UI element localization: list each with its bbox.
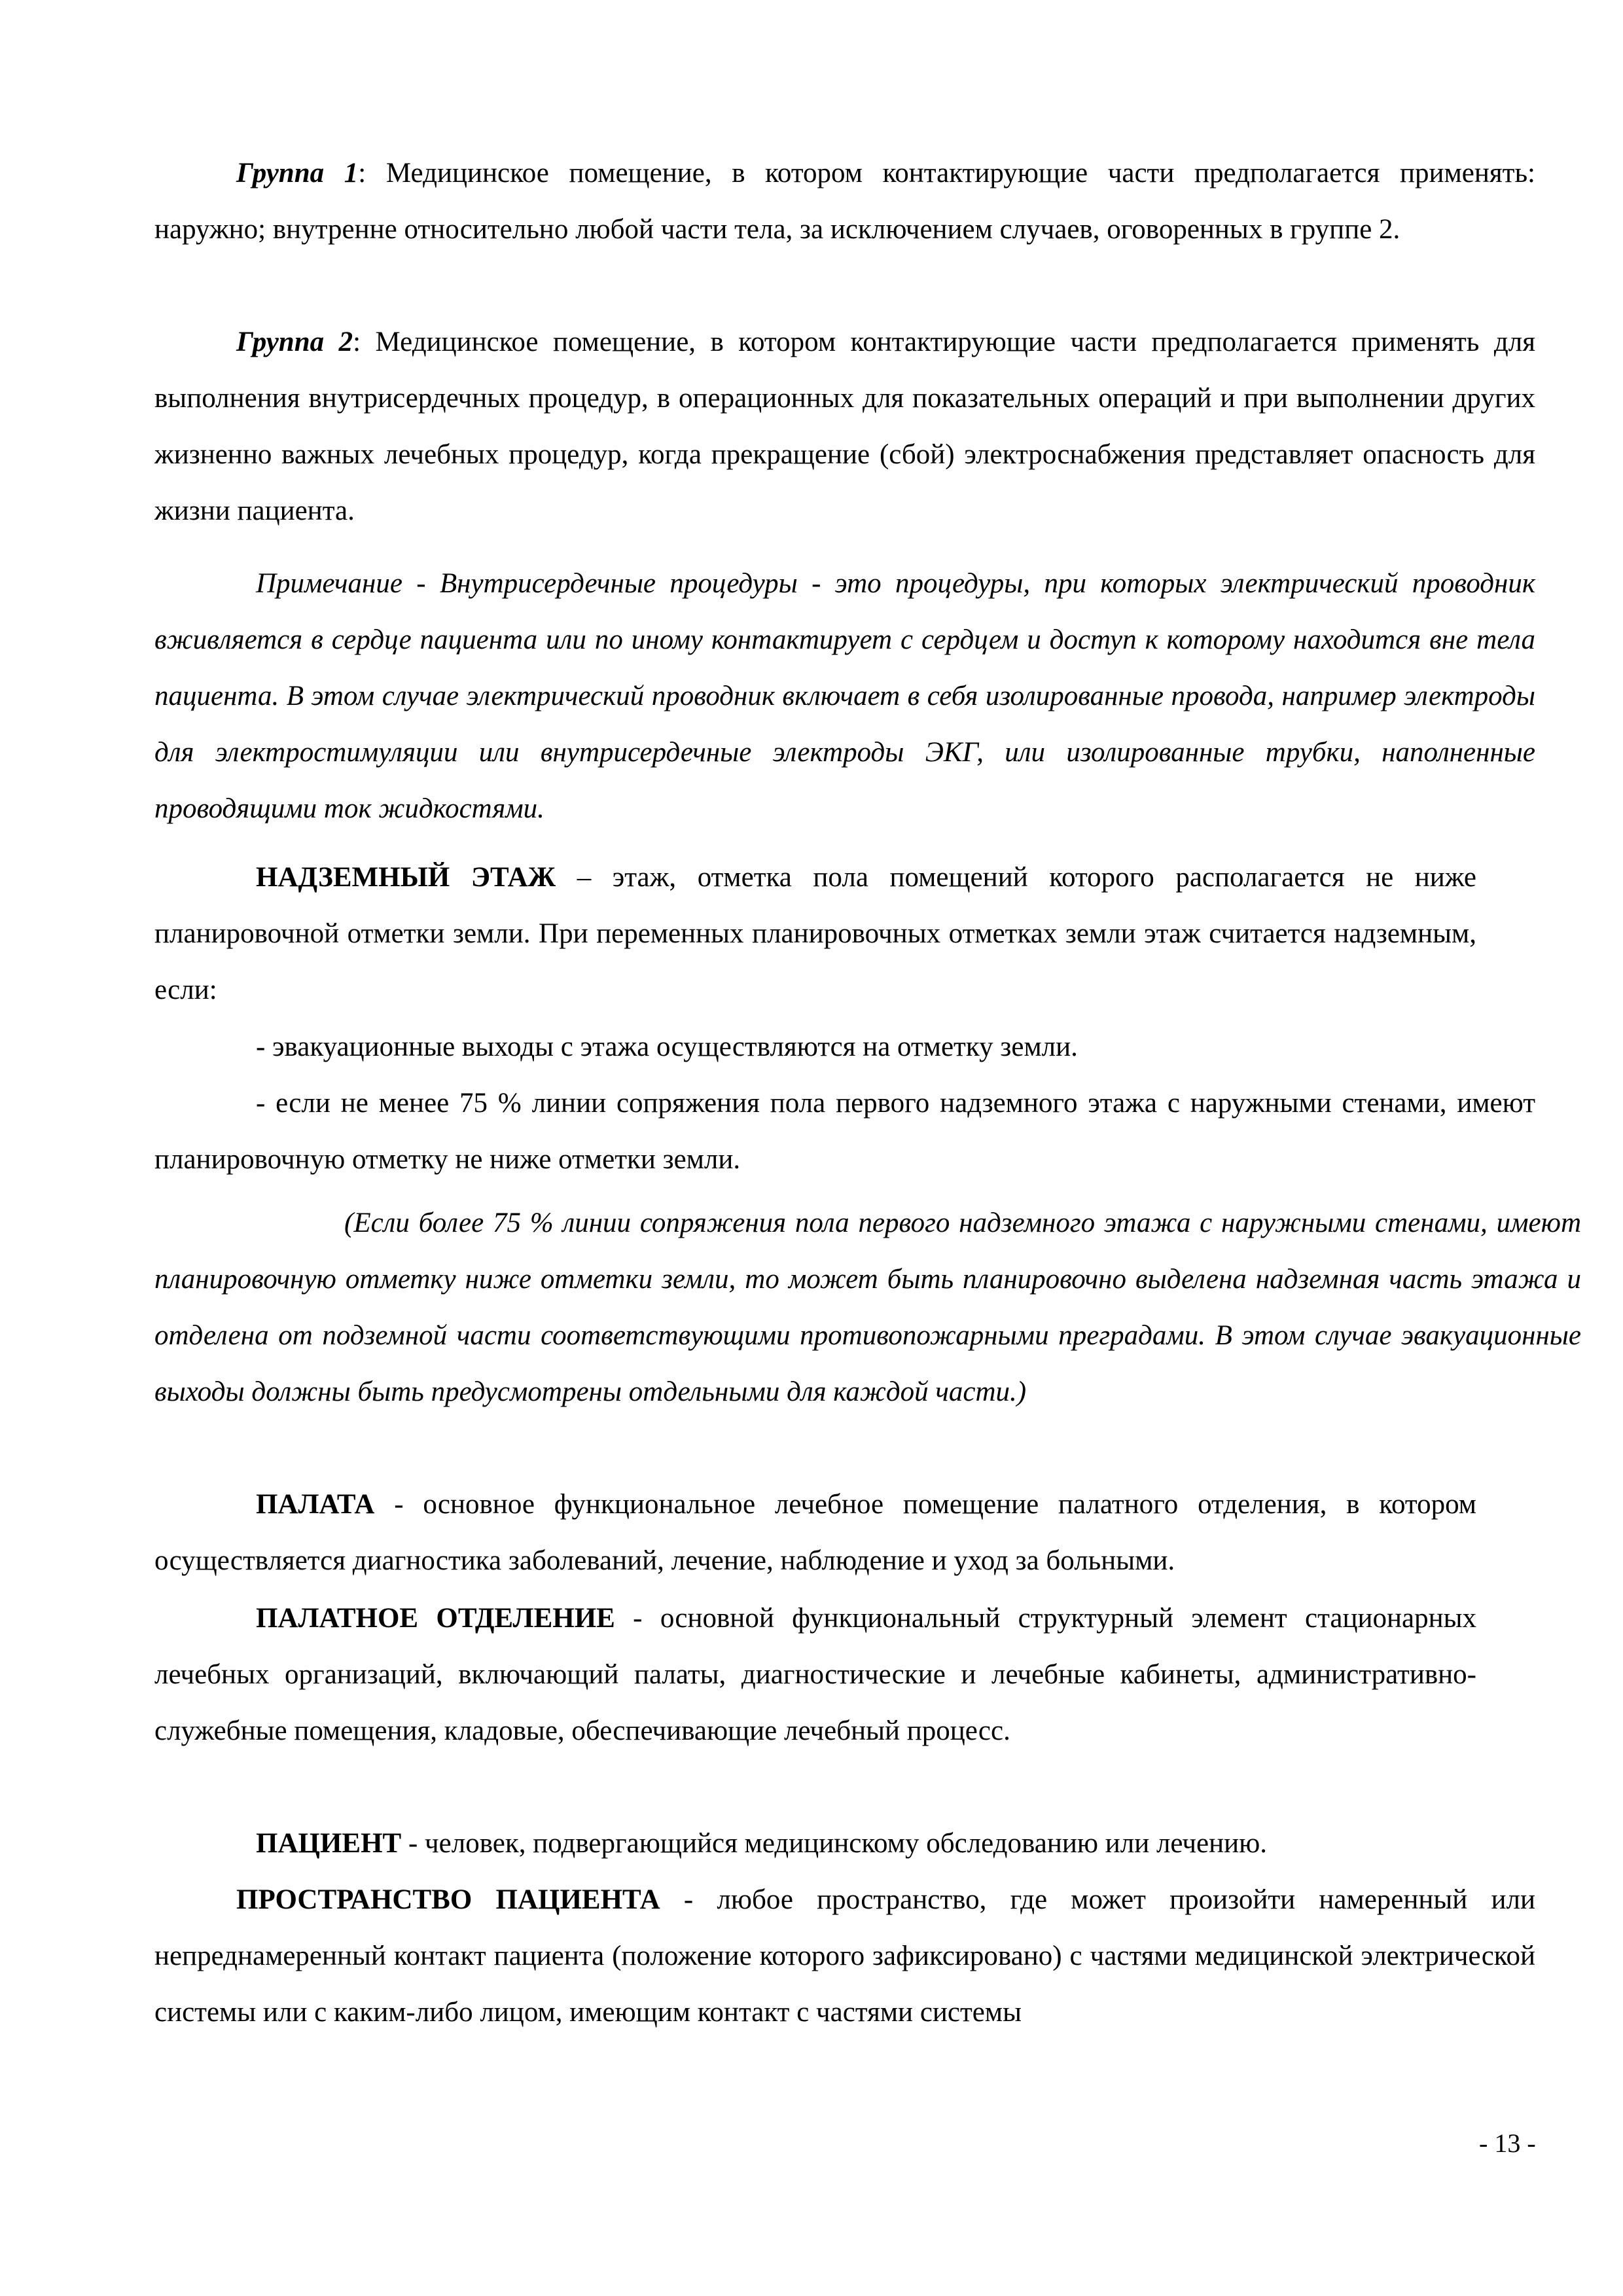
term-ward: ПАЛАТА (256, 1489, 375, 1520)
definition-group-2-text: : Медицинское помещение, в котором контактирующие части предполагается применять для выполнения внутрисердечных процедур, в операционных для показательных операций и при выполнении других жизненно важных лечебных процедур, когда прекращение (сбой) электроснабжения представляет опасность для жизни пациента. (154, 327, 1535, 526)
definition-group-2 (154, 314, 1535, 539)
definition-patient-space (154, 1872, 1535, 2041)
term-group-1: Группа 1 (236, 158, 359, 188)
definition-ward-department (154, 1590, 1476, 1759)
term-patient-space: ПРОСТРАНСТВО ПАЦИЕНТА (236, 1884, 660, 1915)
note-intracardiac: Примечание - Внутрисердечные процедуры - это процедуры, при которых электрический проводник вживляется в сердце пациента или по иному контактирует с сердцем и доступ к которому находится вне тела пациента. В этом случае электрический проводник включает в себя изолированные провода, например электроды для электростимуляции или внутрисердечные электроды ЭКГ, или изолированные трубки, наполненные проводящими ток жидкостями. (154, 568, 1535, 824)
term-patient: ПАЦИЕНТ (256, 1828, 402, 1859)
term-group-2: Группа 2 (236, 327, 353, 357)
term-above-ground-floor: НАДЗЕМНЫЙ ЭТАЖ (256, 862, 556, 893)
definition-above-ground-floor-text: – этаж, отметка пола помещений которого располагается не ниже планировочной отметки земли. При переменных планировочных отметках земли этаж считается надземным, если: (154, 862, 1477, 1005)
definition-ward-text: - основное функциональное лечебное помещение палатного отделения, в котором осуществляется диагностика заболеваний, лечение, наблюдение и уход за больными. (154, 1489, 1476, 1576)
term-ward-department: ПАЛАТНОЕ ОТДЕЛЕНИЕ (256, 1603, 615, 1634)
list-item: - эвакуационные выходы с этажа осуществляются на отметку земли. (256, 1031, 1078, 1062)
page-number: - 13 - (1479, 2128, 1536, 2158)
definition-patient-space-text: - любое пространство, где может произойти намеренный или непреднамеренный контакт пациента (положение которого зафиксировано) с частями медицинской электрической системы или с каким-либо лицом, имеющим контакт с частями системы (154, 1884, 1536, 2028)
definition-ward (154, 1477, 1476, 1589)
list-item: - если не менее 75 % линии сопряжения пола первого надземного этажа с наружными стенами, имеют планировочную отметку не ниже отметки земли. (154, 1088, 1535, 1175)
definition-patient-text: - человек, подвергающийся медицинскому обследованию или лечению. (401, 1828, 1268, 1859)
definition-above-ground-floor (154, 850, 1476, 1018)
definition-ward-department-text: - основной функциональный структурный элемент стационарных лечебных организаций, включающий палаты, диагностические и лечебные кабинеты, административно-служебные помещения, кладовые, обеспечивающие лечебный процесс. (154, 1603, 1476, 1746)
definition-group-1 (154, 145, 1535, 258)
definition-group-1-text: : Медицинское помещение, в котором контактирующие части предполагается применять: наружно; внутренне относительно любой части тела, за исключением случаев, оговоренных в группе 2. (154, 158, 1535, 245)
note-above-ground-floor: (Если более 75 % линии сопряжения пола первого надземного этажа с наружными стенами, имеют планировочную отметку ниже отметки земли, то может быть планировочно выделена надземная часть этажа и отделена от подземной части соответствующими противопожарными преградами. В этом случае эвакуационные выходы должны быть предусмотрены отдельными для каждой части.) (154, 1208, 1581, 1407)
definition-patient (154, 1816, 1476, 1872)
